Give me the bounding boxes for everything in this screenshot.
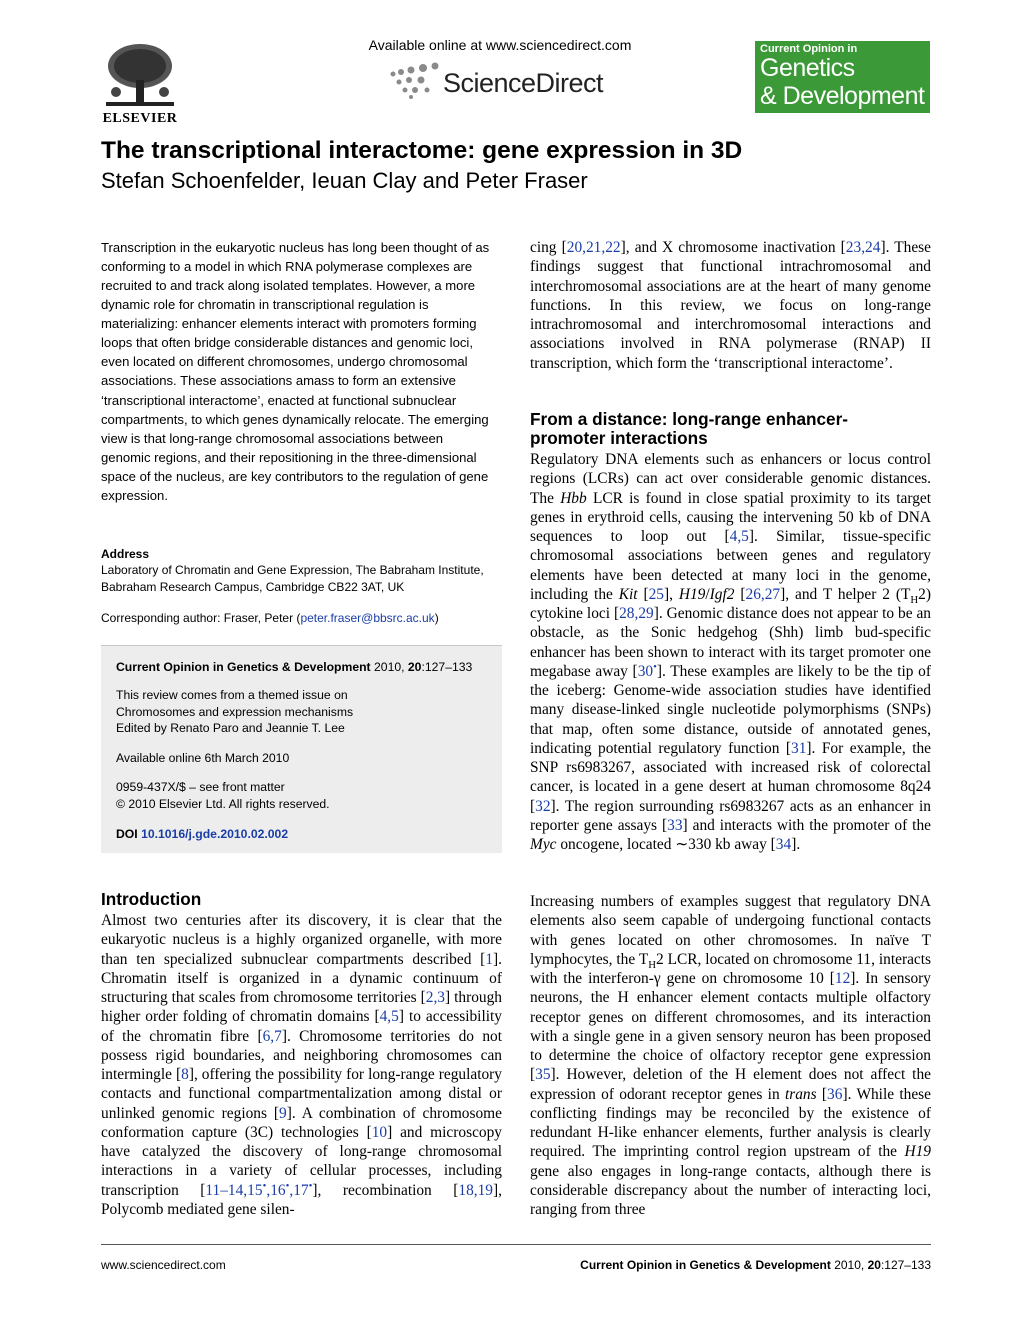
info-issn — [116, 779, 330, 812]
info-issn-line: 0959-437X/$ – see front matter — [116, 780, 285, 794]
info-online-date: Available online 6th March 2010 — [116, 751, 290, 765]
article-info-box — [101, 645, 502, 853]
corresponding-prefix: Corresponding author: Fraser, Peter ( — [101, 611, 301, 625]
right-column-paragraph-3: Increasing numbers of examples suggest that regulatory DNA elements also seem capable of undergoing functional contacts with genes located on other chromosomes. In naïve T lymphocytes, the $T_H2$ LCR, located on chromosome 11, interacts with the interferon-γ gene on chromosome 10 [12]. In sensory neurons, the H enhancer element contacts multiple olfactory receptor genes on different chromosomes, and its interaction with a single gene in a given sensory neuron has been proposed to determine the choice of olfactory receptor gene expression [35]. However, deletion of the H element does not affect the expression of odorant receptor genes in trans [36]. While these conflicting findings may be reconciled by the existence of redundant H-like enhancer elements, further analysis is clearly required. The imprinting control region upstream of the H19 gene also engages in long-range contacts, although there is considerable discrepancy about the number of interacting loci, ranging from three — [530, 893, 932, 1218]
address-line-1: Laboratory of Chromatin and Gene Expression, The Babraham Institute, — [101, 563, 484, 577]
elsevier-logo — [100, 40, 180, 130]
info-theme-line-2: Chromosomes and expression mechanisms — [116, 704, 354, 719]
footer-journal: Current Opinion in Genetics & Development — [580, 1258, 831, 1272]
footer-website: www.sciencedirect.com — [101, 1258, 226, 1272]
info-doi-link[interactable]: 10.1016/j.gde.2010.02.002 — [141, 827, 289, 841]
sciencedirect-dots-icon — [385, 60, 441, 100]
info-theme-line-3: Edited by Renato Paro and Jeannie T. Lee — [116, 721, 345, 735]
footer-citation — [580, 1258, 931, 1272]
section-heading-long-range-line-1: From a distance: long-range enhancer- — [530, 409, 849, 429]
address-heading: Address — [101, 547, 150, 561]
footer-year: 2010, — [830, 1258, 868, 1272]
info-theme-line-1: This review comes from a themed issue on — [116, 688, 348, 702]
info-journal-citation — [116, 659, 472, 676]
article-title: The transcriptional interactome: gene expression in 3D — [101, 137, 743, 164]
info-year: 2010, — [370, 660, 408, 674]
sciencedirect-logo — [385, 60, 625, 104]
address-body — [101, 562, 491, 596]
journal-badge — [755, 41, 930, 113]
info-doi — [116, 826, 288, 843]
article-authors: Stefan Schoenfelder, Ieuan Clay and Peter Fraser — [101, 168, 588, 193]
abstract: Transcription in the eukaryotic nucleus has long been thought of as conforming to a model in which RNA polymerase complexes are recruited to and track along isolated templates. However, a more dynamic role for chromatin in transcriptional regulation is materializing: enhancer elements interact with promoters forming loops that often bridge considerable distances and genomic loci, even located on different chromosomes, undergo chromosomal associations. These associations amass to form an extensive ‘transcriptional interactome’, enacted at functional subnuclear compartments, to which genes dynamically relocate. The emerging view is that long-range chromosomal associations between genomic regions, and their repositioning in the three-dimensional space of the nucleus, are key contributors to the regulation of gene expression. — [101, 240, 490, 503]
journal-badge-line1: Genetics — [760, 54, 855, 82]
info-doi-label: DOI — [116, 827, 142, 841]
right-column-paragraph-2: Regulatory DNA elements such as enhancers or locus control regions (LCRs) can act over considerable genomic distances. The Hbb LCR is found in close spatial proximity to its target genes in erythroid cells, causing the intervening 50 kb of DNA sequences to loop out [4,5]. Similar, tissue-specific chromosomal associations between genes and regulatory elements have been detected at many loci in the genome, including the Kit [25], H19/Igf2 [26,27], and T helper 2 $(T_H2)$ cytokine loci [28,29]. Genomic distance does not appear to be an obstacle, as the Sonic hedgehog (Shh) limb bud-specific enhancer has been shown to interact with its target promoter one megabase away [30•]. These examples are likely to be the tip of the iceberg: Genome-wide association studies have identified many disease-linked single nucleotide polymorphisms (SNPs) that map, often some distance, outside of annotated genes, indicating potential regulatory function [31]. For example, the SNP rs6983267, associated with increased risk of colorectal cancer, is located in a gene desert at human chromosome 8q24 [32]. The region surrounding rs6983267 acts as an enhancer in reporter gene assays [33] and interacts with the promoter of the Myc oncogene, located ∼330 kb away [34]. — [530, 451, 932, 853]
section-heading-long-range-line-2: promoter interactions — [530, 428, 708, 448]
journal-badge-line2: & Development — [760, 82, 925, 110]
section-heading-introduction: Introduction — [101, 889, 202, 909]
available-online-text: Available online at www.sciencedirect.com — [368, 37, 632, 53]
right-column-paragraph-1: cing [20,21,22], and X chromosome inactivation [23,24]. These findings suggest that functional intrachromosomal and interchromosomal associations are at the heart of many genome functions. In this review, we focus on long-range intrachromosomal and interchromosomal interactions and associations involved in RNA polymerase (RNAP) II transcription, which form the ‘transcriptional interactome’. — [530, 239, 931, 372]
info-theme — [116, 687, 353, 737]
journal-badge-small: Current Opinion in — [760, 43, 858, 55]
info-volume: 20 — [407, 660, 422, 674]
info-pages: :127–133 — [421, 660, 473, 674]
address-line-2: Babraham Research Campus, Cambridge CB22 3AT, UK — [101, 580, 405, 594]
elsevier-wordmark: ELSEVIER — [102, 111, 178, 126]
footer-rule — [101, 1244, 931, 1245]
introduction-paragraph: Almost two centuries after its discovery, it is clear that the eukaryotic nucleus is a highly organized organelle, with more than ten specialized subnuclear compartments described [1]. Chromatin itself is organized in a dynamic continuum of structuring that scales from chromosome territories [2,3] through higher order folding of chromatin domains [4,5] to accessibility of the chromatin fibre [6,7]. Chromosome territories do not possess rigid boundaries, and neighboring chromosomes can intermingle [8], offering the possibility for long-range regulatory contacts and functional compartmentalization among distal or unlinked genomic regions [9]. A combination of chromosome conformation capture (3C) technologies [10] and microscopy have catalyzed the discovery of long-range chromosomal interactions in a variety of cellular processes, including transcription [11–14,15•,16•,17•], recombination [18,19], Polycomb mediated gene silen- — [101, 912, 503, 1218]
corresponding-author — [101, 610, 491, 627]
corresponding-suffix: ) — [434, 611, 439, 625]
section-heading-long-range — [530, 410, 931, 448]
info-journal-name: Current Opinion in Genetics & Development — [116, 660, 371, 674]
elsevier-tree-icon — [100, 40, 180, 112]
info-copyright: © 2010 Elsevier Ltd. All rights reserved. — [116, 796, 330, 811]
corresponding-email-link[interactable]: peter.fraser@bbsrc.ac.uk — [300, 611, 435, 625]
footer-pages: :127–133 — [880, 1258, 931, 1272]
footer-volume: 20 — [867, 1258, 881, 1272]
sciencedirect-wordmark: ScienceDirect — [443, 68, 604, 98]
